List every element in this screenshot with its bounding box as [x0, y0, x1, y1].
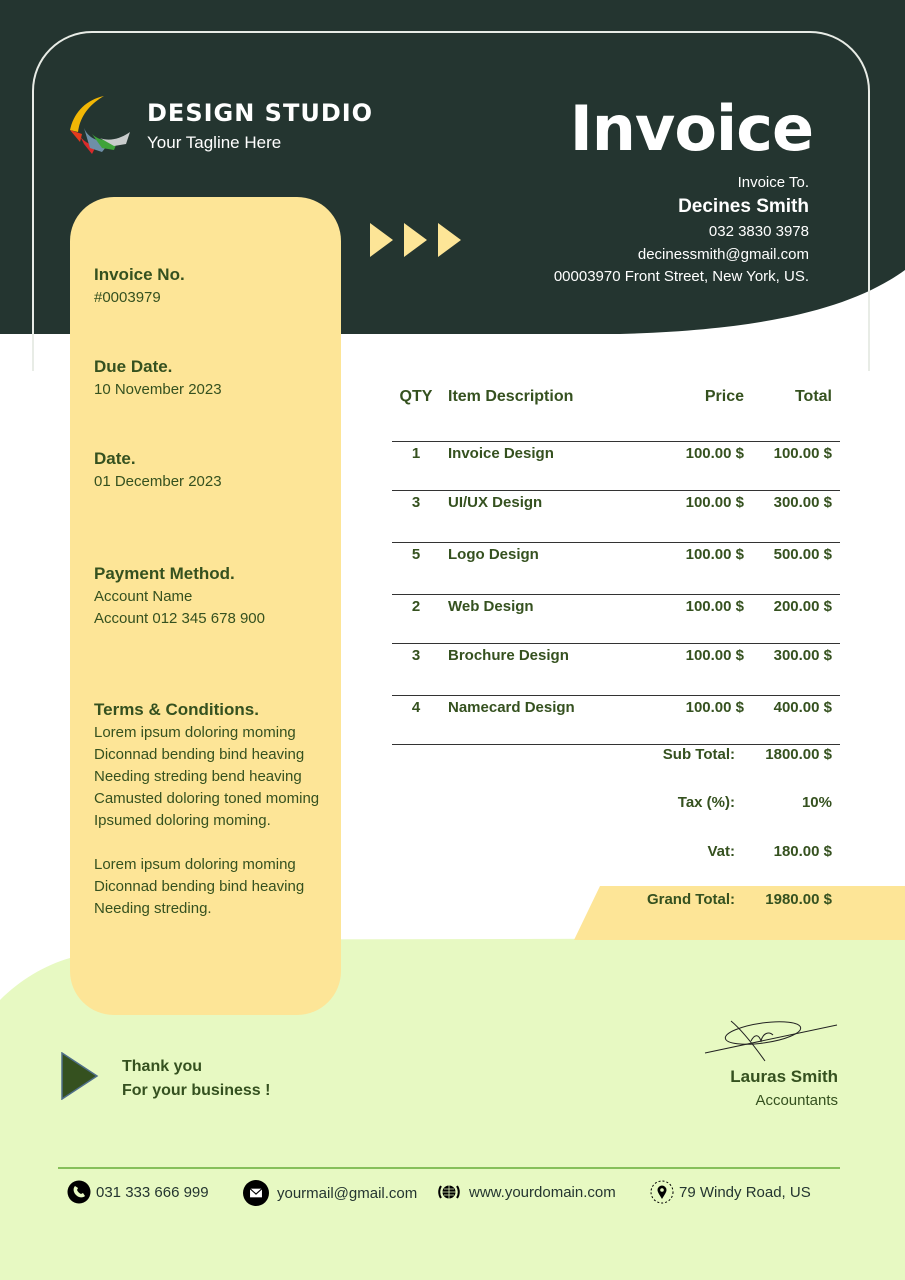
contact-email [243, 1180, 417, 1206]
invoice-to-label: Invoice To. [737, 174, 809, 191]
row-qty: 2 [411, 598, 421, 615]
email-icon [243, 1180, 269, 1206]
invoice-number-label: Invoice No. [94, 265, 185, 284]
table-row [392, 490, 840, 511]
date-label: Date. [94, 449, 136, 468]
row-qty: 4 [411, 699, 421, 716]
contact-website [437, 1180, 616, 1204]
contact-phone-text: 031 333 666 999 [96, 1183, 209, 1201]
terms-line: Diconnad bending bind heaving [94, 878, 305, 895]
account-name: Account Name [94, 588, 193, 605]
triple-arrow-icon [368, 222, 464, 258]
invoice-title: Invoice [569, 92, 813, 165]
header-price: Price [704, 388, 744, 405]
globe-icon [437, 1180, 461, 1204]
subtotal-value: 1800.00 $ [765, 746, 832, 763]
row-total: 400.00 $ [773, 699, 832, 716]
terms-line: Ipsumed doloring moming. [94, 812, 271, 829]
row-price: 100.00 $ [685, 598, 744, 615]
table-bottom-rule [392, 744, 840, 745]
footer-divider [58, 1167, 840, 1169]
row-total: 500.00 $ [773, 546, 832, 563]
invoice-number: #0003979 [94, 289, 161, 306]
date-section [94, 449, 222, 493]
tax-value: 10% [801, 794, 832, 811]
table-row [392, 542, 840, 563]
due-date-label: Due Date. [94, 357, 173, 376]
row-qty: 3 [411, 494, 421, 511]
invoice-number-section [94, 265, 185, 309]
contact-email-text: yourmail@gmail.com [277, 1184, 418, 1202]
row-description: Invoice Design [448, 445, 554, 462]
client-info [554, 173, 809, 289]
table-row [392, 441, 840, 462]
client-address: 00003970 Front Street, New York, US. [553, 268, 809, 285]
vat-label: Vat: [707, 843, 735, 860]
row-price: 100.00 $ [685, 546, 744, 563]
due-date: 10 November 2023 [94, 381, 222, 398]
row-qty: 3 [411, 647, 421, 664]
terms-section [94, 700, 319, 920]
invoice-date: 01 December 2023 [94, 473, 222, 490]
due-date-section [94, 357, 222, 401]
account-number: Account 012 345 678 900 [94, 610, 265, 627]
row-price: 100.00 $ [685, 445, 744, 462]
row-description: Namecard Design [448, 699, 575, 716]
header-total: Total [794, 388, 832, 405]
row-qty: 5 [411, 546, 421, 563]
tax-label: Tax (%): [677, 794, 735, 811]
thank-you-line2: For your business ! [122, 1082, 271, 1099]
terms-line: Lorem ipsum doloring moming [94, 724, 296, 741]
row-description: Brochure Design [448, 647, 569, 664]
header-qty: QTY [399, 388, 433, 405]
contact-address [650, 1180, 811, 1204]
signer [730, 1066, 838, 1114]
row-qty: 1 [411, 445, 421, 462]
terms-label: Terms & Conditions. [94, 700, 259, 719]
subtotal-label: Sub Total: [662, 746, 735, 763]
row-description: Logo Design [448, 546, 539, 563]
table-row [392, 643, 840, 664]
terms-line: Lorem ipsum doloring moming [94, 856, 296, 873]
payment-method-label: Payment Method. [94, 564, 235, 583]
summary [392, 746, 840, 916]
brand-tagline: Your Tagline Here [147, 133, 282, 152]
terms-line: Needing streding bend heaving [94, 768, 302, 785]
contact-address-text: 79 Windy Road, US [679, 1183, 811, 1201]
table-row [392, 695, 840, 716]
grand-total-label: Grand Total: [646, 891, 735, 908]
row-total: 300.00 $ [773, 494, 832, 511]
contact-website-text: www.yourdomain.com [469, 1183, 616, 1201]
thank-you-message [122, 1055, 270, 1103]
row-price: 100.00 $ [685, 647, 744, 664]
terms-line: Camusted doloring toned moming [94, 790, 320, 807]
table-row [392, 594, 840, 615]
play-triangle-icon [61, 1052, 99, 1100]
brand-name: DESIGN STUDIO [147, 99, 374, 127]
payment-method-section [94, 564, 265, 630]
vat-value: 180.00 $ [773, 843, 832, 860]
terms-line: Needing streding. [94, 900, 212, 917]
row-description: Web Design [448, 598, 534, 615]
contact-phone [67, 1180, 209, 1204]
signature-image [703, 1015, 839, 1065]
row-total: 300.00 $ [773, 647, 832, 664]
row-total: 100.00 $ [773, 445, 832, 462]
client-phone: 032 3830 3978 [708, 223, 809, 240]
client-name: Decines Smith [678, 196, 809, 217]
grand-total-value: 1980.00 $ [765, 891, 832, 908]
signer-role: Accountants [755, 1092, 838, 1109]
terms-line: Diconnad bending bind heaving [94, 746, 305, 763]
location-pin-icon [650, 1180, 674, 1204]
client-email: decinessmith@gmail.com [637, 245, 809, 263]
row-price: 100.00 $ [685, 699, 744, 716]
swoosh-logo-icon [66, 94, 132, 156]
thank-you-line1: Thank you [122, 1058, 203, 1075]
row-total: 200.00 $ [773, 598, 832, 615]
row-description: UI/UX Design [448, 494, 543, 511]
phone-icon [67, 1180, 91, 1204]
row-price: 100.00 $ [685, 494, 744, 511]
signer-name: Lauras Smith [730, 1067, 838, 1086]
header-description: Item Description [448, 388, 574, 405]
